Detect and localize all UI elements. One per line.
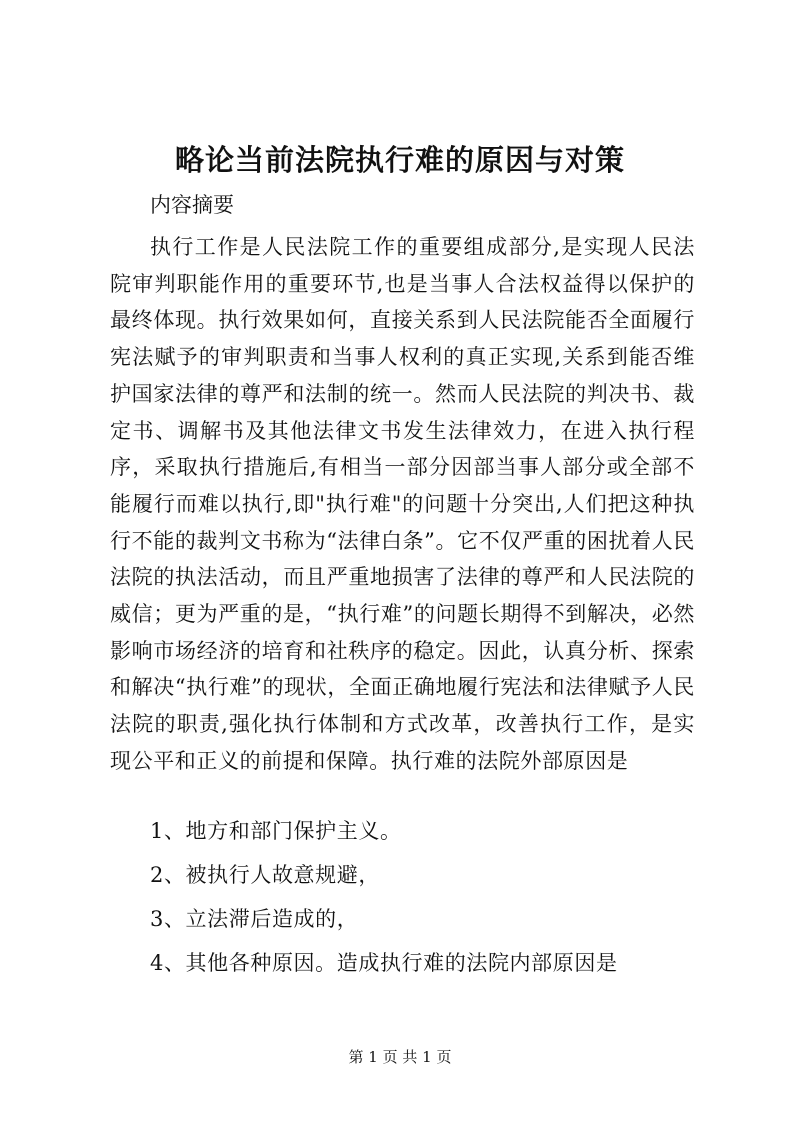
list-item: 1、地方和部门保护主义。	[150, 819, 402, 843]
page-footer: 第 1 页 共 1 页	[348, 1048, 452, 1066]
list-item: 3、立法滞后造成的，	[150, 907, 359, 931]
abstract-label: 内容摘要	[150, 193, 234, 217]
cause-list	[150, 809, 618, 985]
list-item: 2、被执行人故意规避，	[150, 863, 380, 887]
document-title: 略论当前法院执行难的原因与对策	[174, 143, 625, 177]
list-item: 4、其他各种原因。造成执行难的法院内部原因是	[150, 951, 618, 975]
body-paragraph: 执行工作是人民法院工作的重要组成部分,是实现人民法院审判职能作用的重要环节,也是当事人合法权益得以保护的最终体现。执行效果如何，直接关系到人民法院能否全面履行宪法赋予的审判职责和当事人权利的真正实现,关系到能否维护国家法律的尊严和法制的统一。然而人民法院的判决书、裁定书、调解书及其他法律文书发生法律效力，在进入执行程序，采取执行措施后,有相当一部分因部当事人部分或全部不能履行而难以执行,即"执行难"的问题十分突出,人们把这种执行不能的裁判文书称为“法律白条”。它不仅严重的困扰着人民法院的执法活动，而且严重地损害了法律的尊严和人民法院的威信；更为严重的是，“执行难”的问题长期得不到解决，必然影响市场经济的培育和社秩序的稳定。因此，认真分析、探索和解决“执行难”的现状，全面正确地履行宪法和法律赋予人民法院的职责,强化执行体制和方式改革，改善执行工作，是实现公平和正义的前提和保障。执行难的法院外部原因是	[110, 235, 695, 773]
